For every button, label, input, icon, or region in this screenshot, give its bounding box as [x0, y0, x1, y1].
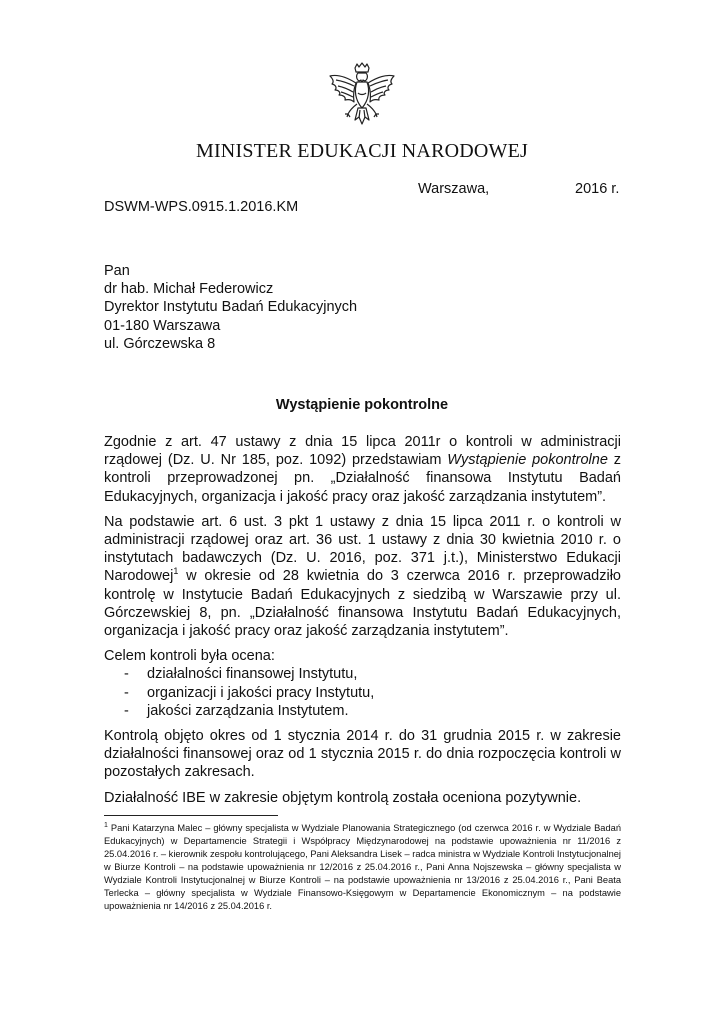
paragraph-inspection-period: Kontrolą objęto okres od 1 stycznia 2014 r. do 31 grudnia 2015 r. w zakresie działalności finansowej oraz od 1 stycznia 2015 r. do dnia rozpoczęcia kontroli w pozostałych zakresach. [104, 728, 621, 781]
paragraph-assessment-result: Działalność IBE w zakresie objętym kontrolą została oceniona pozytywnie. [104, 789, 582, 806]
paragraph-legal-basis [104, 433, 621, 506]
footnote-text: Pani Katarzyna Malec – główny specjalista w Wydziale Planowania Strategicznego (od czerwca 2016 r. w Wydziale Badań Edukacyjnych) w Departamencie Strategii i Współpracy Międzynarodowej na podstawie upoważnienia nr 11/2016 z 25.04.2016 r. – kierownik zespołu kontrolującego, Pani Aleksandra Lisek – radca ministra w Wydziale Kontroli Instytucjonalnej w Biurze Kontroli – na podstawie upoważnienia nr 12/2016 z 25.04.2016 r., Pani Anna Nojszewska – główny specjalista w Wydziale Kontroli Instytucjonalnej w Biurze Kontroli – na podstawie upoważnienia nr 13/2016 z 25.04.2016 r., Pani Beata Terlecka – główny specjalista w Wydziale Finansowo-Księgowym w Departamencie Ekonomicznym – na podstawie upoważnienia nr 14/2016 z 25.04.2016 r. [104, 823, 621, 911]
paragraph-2-text-start: Na podstawie art. 6 ust. 3 pkt 1 ustawy z dnia 15 lipca 2011 r. o kontroli w administracji rządowej oraz art. 36 ust. 1 ustawy z dnia 30 kwietnia 2010 r. o instytutach badawczych (Dz. U. 2016, poz. 371 j.t.), Ministerstwo Edukacji Narodowej [104, 513, 621, 585]
dateline-year: 2016 r. [575, 181, 620, 197]
footnote-mark: 1 [104, 821, 108, 829]
list-item: - organizacji i jakości pracy Instytutu, [124, 684, 621, 702]
letter-subject: Wystąpienie pokontrolne [275, 397, 449, 413]
recipient-name: dr hab. Michał Federowicz [104, 281, 274, 298]
recipient-salutation: Pan [104, 263, 130, 279]
paragraph-inspection-details [104, 513, 621, 640]
paragraph-inspection-scope-intro: Celem kontroli była ocena: [104, 648, 275, 665]
recipient-position: Dyrektor Instytutu Badań Edukacyjnych [104, 299, 358, 316]
letter-body [104, 433, 621, 814]
footnote-separator [104, 815, 278, 816]
list-item: - działalności finansowej Instytutu, [124, 665, 621, 683]
recipient-street: ul. Górczewska 8 [104, 335, 216, 352]
ministry-header-title: MINISTER EDUKACJI NARODOWEJ [195, 140, 529, 162]
recipient-city: 01-180 Warszawa [104, 317, 221, 334]
dateline-place: Warszawa, [418, 181, 490, 197]
inspection-scope-list [104, 665, 621, 720]
paragraph-1-document-title: Wystąpienie pokontrolne [447, 452, 608, 469]
list-item: - jakości zarządzania Instytutem. [124, 702, 621, 720]
document-reference-number: DSWM-WPS.0915.1.2016.KM [104, 199, 299, 215]
paragraph-1-text-end: z kontroli przeprowadzonej pn. „Działalność finansowa Instytutu Badań Edukacyjnych, organizacja i jakość pracy oraz jakość zarządzania instytutem”. [104, 452, 621, 505]
paragraph-2-text-end: w okresie od 28 kwietnia do 3 czerwca 2016 r. przeprowadziło kontrolę w Instytucie Badań Edukacyjnych z siedzibą w Warszawie przy ul. Górczewskiej 8, pn. „Działalność finansowa Instytutu Badań Edukacyjnych, organizacja i jakość pracy oraz jakość zarządzania instytutem”. [104, 568, 621, 640]
footnote-reference-mark: 1 [173, 566, 179, 577]
recipient-address [104, 262, 357, 353]
footnote [104, 822, 621, 913]
polish-eagle-emblem-icon [324, 62, 400, 132]
paragraph-1-text-start: Zgodnie z art. 47 ustawy z dnia 15 lipca 2011r o kontroli w administracji rządowej (Dz. U. Nr 185, poz. 1092) przedstawiam [104, 434, 621, 469]
